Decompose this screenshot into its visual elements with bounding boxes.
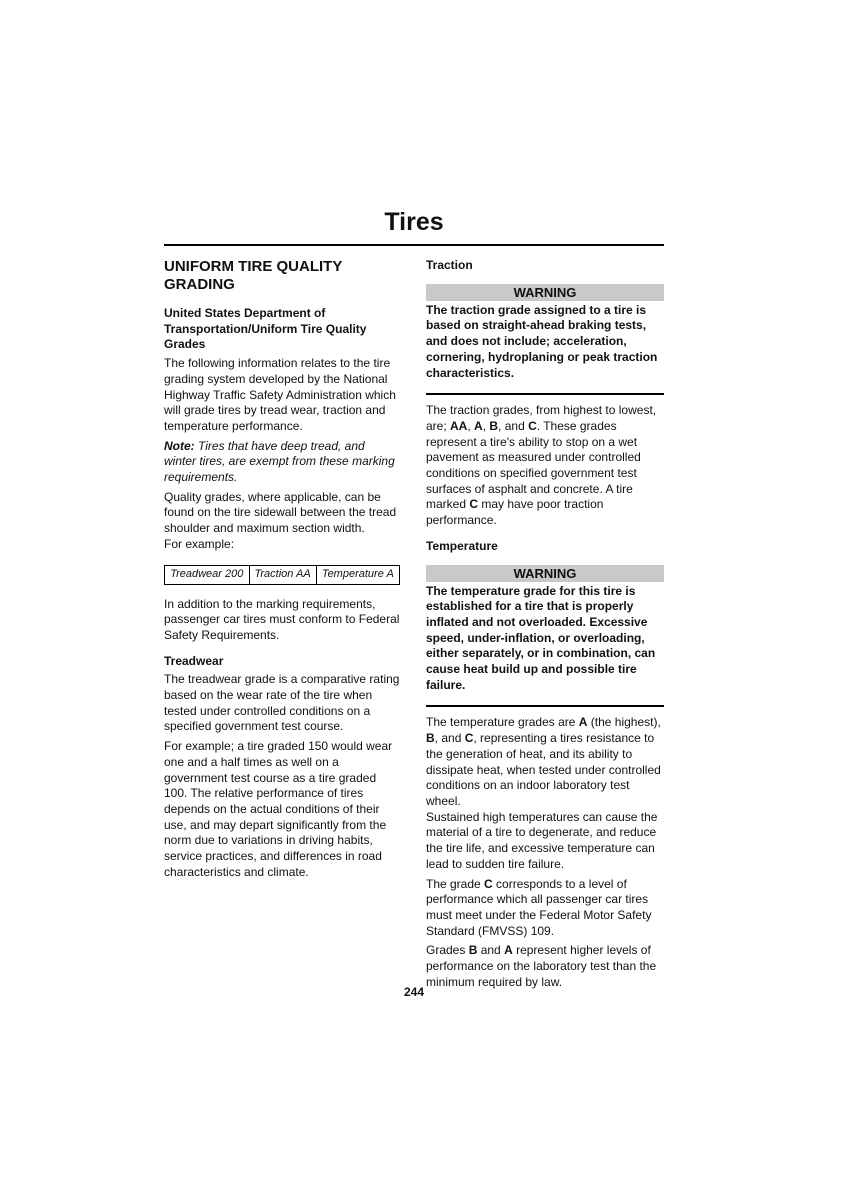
warning-banner: WARNING <box>426 565 664 582</box>
title-rule <box>164 244 664 246</box>
table-cell-treadwear: Treadwear 200 <box>165 565 250 584</box>
traction-warning-text: The traction grade assigned to a tire is based on straight-ahead braking tests, and does not include; acceleration, cornering, hydroplaning or peak traction characteristics. <box>426 302 658 380</box>
right-column <box>426 258 664 994</box>
table-cell-traction: Traction AA <box>249 565 316 584</box>
grade-c-paragraph: The grade C corresponds to a level of performance which all passenger car tires must meet under the Federal Motor Safety Standard (FMVSS) 109. <box>426 876 652 938</box>
intro-paragraph: The following information relates to the tire grading system developed by the National Highway Traffic Safety Administration which will grade tires by tread wear, traction and temperature performance. <box>164 356 396 433</box>
treadwear-example-paragraph: For example; a tire graded 150 would wear one and a half times as well on a government test course as a tire graded 100. The relative performance of tires depends on the actual conditions of their use, and may depart significantly from the norm due to variations in driving habits, service practices, and differences in road characteristics and climate. <box>164 739 393 879</box>
note-label: Note: <box>164 438 195 453</box>
sustained-temperature-paragraph: Sustained high temperatures can cause the material of a tire to degenerate, and reduce the tire life, and excessive temperature can lead to sudden tire failure. <box>426 809 658 871</box>
section-heading: UNIFORM TIRE QUALITY GRADING <box>164 258 343 293</box>
temperature-warning-text: The temperature grade for this tire is established for a tire that is properly inflated and not overloaded. Excessive speed, under-inflation, or overloading, either separately, or in combination, can cause heat build up and possible tire failure. <box>426 583 656 692</box>
treadwear-paragraph: The treadwear grade is a comparative rating based on the wear rate of the tire when tested under controlled conditions on a specified government test course. <box>164 672 400 734</box>
traction-grades-paragraph: The traction grades, from highest to lowest, are; AA, A, B, and C. These grades represent a tire's ability to stop on a wet pavement as measured under controlled conditions on specified government test surfaces of asphalt and concrete. A tire marked C may have poor traction performance. <box>426 403 657 528</box>
table-row <box>165 565 400 584</box>
left-column <box>164 258 400 885</box>
for-example-text: For example: <box>164 536 235 551</box>
page-title: Tires <box>384 208 444 236</box>
note-text: Tires that have deep tread, and winter tires, are exempt from these marking requirements. <box>164 438 395 485</box>
federal-requirements-paragraph: In addition to the marking requirements, passenger car tires must conform to Federal Safety Requirements. <box>164 596 400 642</box>
table-cell-temperature: Temperature A <box>316 565 399 584</box>
warning-divider <box>426 393 664 395</box>
page-number: 244 <box>403 985 425 999</box>
warning-banner: WARNING <box>426 284 664 301</box>
grades-b-a-paragraph: Grades B and A represent higher levels of performance on the laboratory test than the minimum required by law. <box>426 943 657 989</box>
temperature-grades-paragraph: The temperature grades are A (the highest), B, and C, representing a tires resistance to the generation of heat, and its ability to dissipate heat, when tested under controlled conditions on an indoor laboratory test wheel. <box>426 715 661 808</box>
subheading: United States Department of Transportation/Uniform Tire Quality Grades <box>164 306 367 352</box>
note-paragraph <box>164 439 400 486</box>
grade-example-table <box>164 565 400 585</box>
warning-divider <box>426 705 664 707</box>
treadwear-heading: Treadwear <box>164 653 224 668</box>
quality-grades-paragraph: Quality grades, where applicable, can be found on the tire sidewall between the tread shoulder and maximum section width. <box>164 489 397 536</box>
temperature-heading: Temperature <box>426 538 498 553</box>
traction-heading: Traction <box>426 258 473 272</box>
